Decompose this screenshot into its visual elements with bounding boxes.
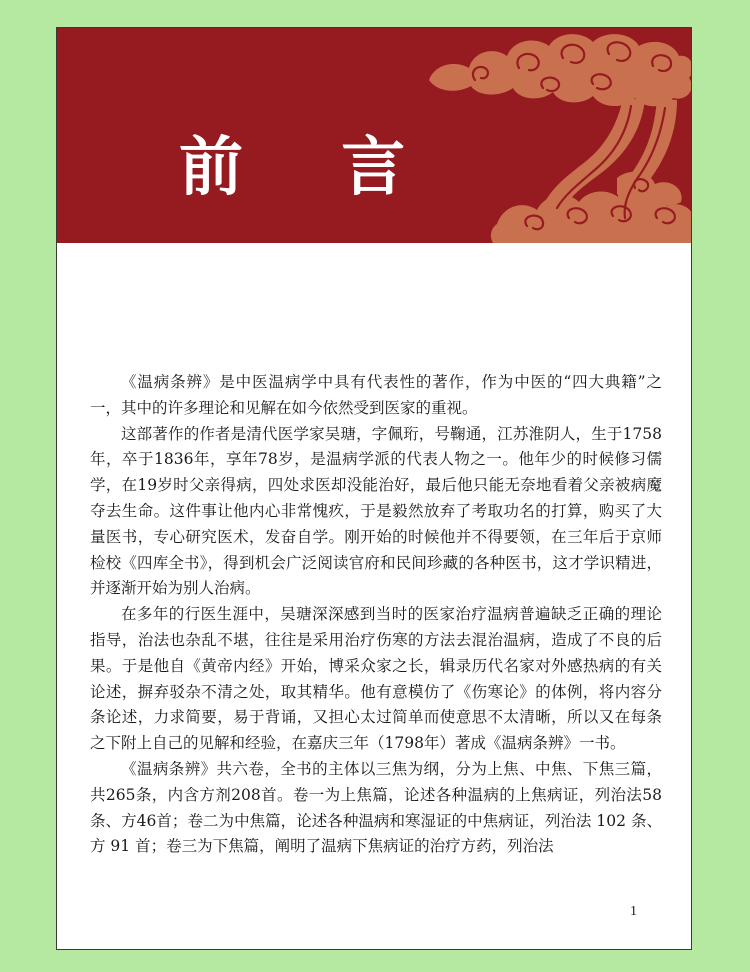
book-page <box>56 27 692 950</box>
paragraph: 这部著作的作者是清代医学家吴瑭，字佩珩，号鞠通，江苏淮阴人，生于1758年，卒于1836年，享年78岁，是温病学派的代表人物之一。他年少的时候修习儒学，在19岁时父亲得病，四处求医却没能治好，最后他只能无奈地看着父亲被病魔夺去生命。这件事让他内心非常愧疚，于是毅然放弃了考取功名的打算，购买了大量医书，专心研究医术，发奋自学。刚开始的时候他并不得要领，在三年后于京师检校《四库全书》，得到机会广泛阅读官府和民间珍藏的各种医书，这才学识精进，并逐渐开始为别人治病。 <box>90 424 662 598</box>
body-text <box>90 370 662 860</box>
page-number: 1 <box>630 904 637 919</box>
chapter-banner <box>57 28 692 243</box>
paragraph: 《温病条辨》是中医温病学中具有代表性的著作，作为中医的“四大典籍”之一，其中的许多理论和见解在如今依然受到医家的重视。 <box>90 373 662 417</box>
page-title: 前 言 <box>179 131 444 205</box>
paragraph: 《温病条辨》共六卷，全书的主体以三焦为纲，分为上焦、中焦、下焦三篇，共265条，内含方剂208首。卷一为上焦篇，论述各种温病的上焦病证，列治法58条、方46首；卷二为中焦篇，论述各种温病和寒湿证的中焦病证，列治法 102 条、方 91 首；卷三为下焦篇，阐明了温病下焦病证的治疗方药，列治法 <box>90 759 662 856</box>
paragraph: 在多年的行医生涯中，吴瑭深深感到当时的医家治疗温病普遍缺乏正确的理论指导，治法也杂乱不堪，往往是采用治疗伤寒的方法去混治温病，造成了不良的后果。于是他自《黄帝内经》开始，博采众家之长，辑录历代名家对外感热病的有关论述，摒弃驳杂不清之处，取其精华。他有意模仿了《伤寒论》的体例，将内容分条论述，力求简要，易于背诵，又担心太过简单而使意思不太清晰，所以又在每条之下附上自己的见解和经验，在嘉庆三年（1798年）著成《温病条辨》一书。 <box>90 605 662 753</box>
